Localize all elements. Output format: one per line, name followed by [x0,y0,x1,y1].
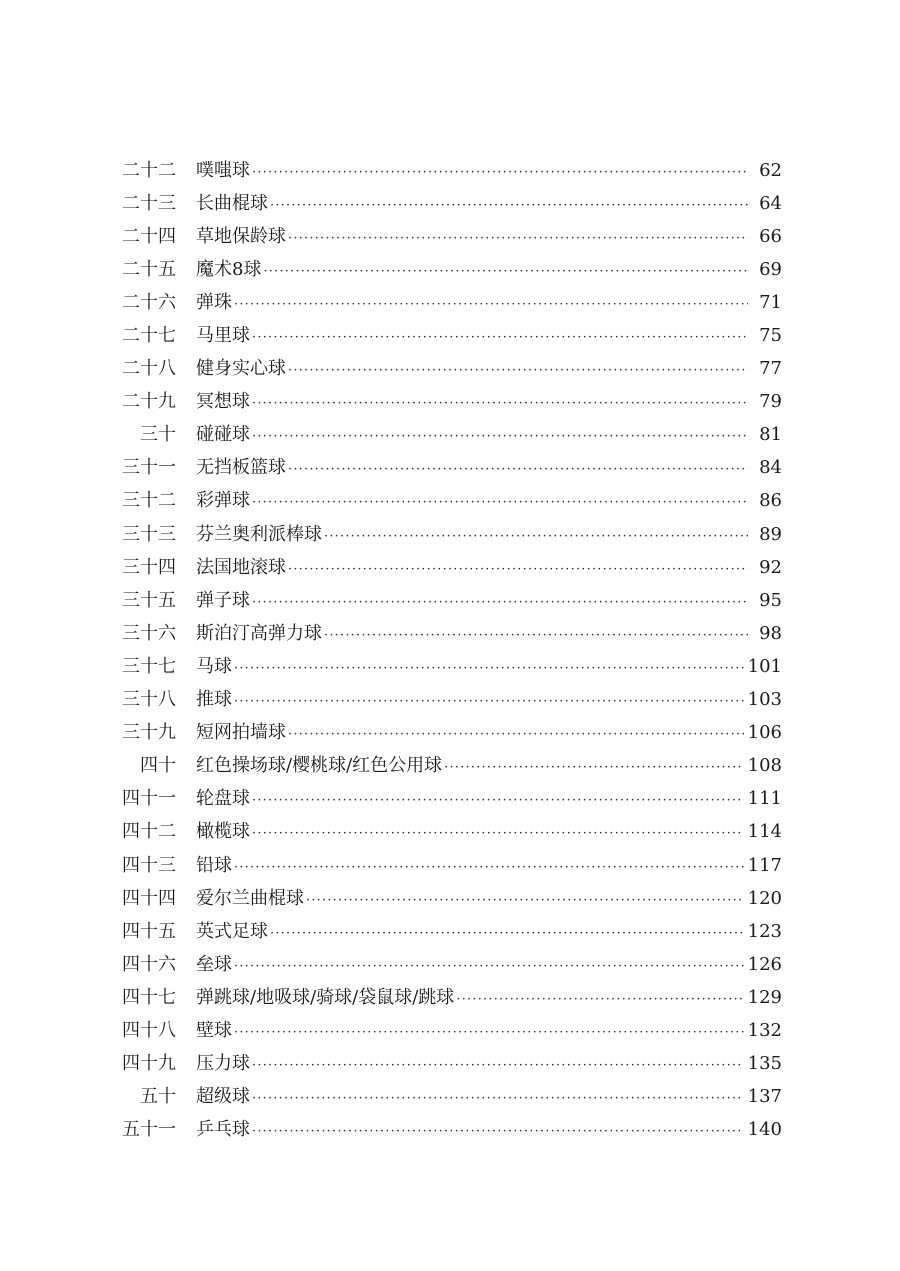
chapter-title: 红色操场球/樱桃球/红色公用球 [196,755,443,777]
chapter-title: 乒乓球 [196,1119,250,1141]
chapter-number: 二十二 [122,159,176,181]
dot-leader [252,595,748,610]
toc-entry[interactable] [0,946,900,979]
page-number: 84 [759,457,782,479]
chapter-title: 法国地滚球 [196,556,286,578]
page-number: 137 [747,1086,782,1108]
chapter-number: 三十四 [122,556,176,578]
chapter-title: 超级球 [196,1086,250,1108]
dot-leader [324,529,748,544]
toc-entry-body [196,156,782,182]
toc-entry[interactable] [0,682,900,715]
chapter-title: 马里球 [196,325,250,347]
chapter-title: 铅球 [196,854,232,876]
chapter-number: 四十三 [122,854,176,876]
chapter-title: 垒球 [196,953,232,975]
chapter-title: 碰碰球 [196,424,250,446]
page-number: 103 [747,689,782,711]
toc-entry-body [196,255,782,281]
page-number: 95 [759,589,782,611]
chapter-title: 无挡板篮球 [196,457,286,479]
toc-entry[interactable] [0,185,900,218]
dot-leader [270,926,744,941]
chapter-number: 三十八 [122,689,176,711]
page-number: 62 [759,159,782,181]
chapter-number: 二十九 [122,391,176,413]
page-number: 126 [747,953,782,975]
toc-entry[interactable] [0,251,900,284]
dot-leader [306,893,744,908]
chapter-title: 魔术8球 [196,258,262,280]
page-number: 98 [759,622,782,644]
toc-entry-body [196,718,782,744]
dot-leader [252,793,744,808]
chapter-title: 英式足球 [196,920,268,942]
toc-entry-body [196,387,782,413]
toc-entry-body [196,520,782,546]
chapter-number: 五十一 [122,1119,176,1141]
page-number: 89 [759,523,782,545]
dot-leader [252,495,748,510]
chapter-number: 三十一 [122,457,176,479]
chapter-number: 二十五 [122,258,176,280]
dot-leader [234,1025,744,1040]
toc-entry[interactable] [0,814,900,847]
toc-entry-body [196,784,782,810]
chapter-number: 三十五 [122,589,176,611]
toc-entry-body [196,652,782,678]
dot-leader [288,727,744,742]
toc-entry[interactable] [0,417,900,450]
dot-leader [252,429,748,444]
toc-entry-body [196,453,782,479]
toc-entry[interactable] [0,880,900,913]
toc-entry[interactable] [0,384,900,417]
chapter-number: 四十五 [122,920,176,942]
chapter-title: 彩弹球 [196,490,250,512]
chapter-number: 二十三 [122,192,176,214]
chapter-number: 三十六 [122,622,176,644]
chapter-number: 四十八 [122,1019,176,1041]
toc-entry-body [196,486,782,512]
dot-leader [444,760,744,775]
dot-leader [234,860,744,875]
toc-entry-body [196,851,782,877]
toc-entry[interactable] [0,351,900,384]
chapter-number: 四十一 [122,788,176,810]
chapter-title: 冥想球 [196,391,250,413]
dot-leader [270,198,748,213]
chapter-title: 爱尔兰曲棍球 [196,887,304,909]
toc-entry-body [196,950,782,976]
chapter-number: 四十七 [122,986,176,1008]
page-number: 101 [747,655,782,677]
toc-entry-body [196,1016,782,1042]
page-number: 92 [759,556,782,578]
dot-leader [288,363,748,378]
toc-entry-body [196,222,782,248]
dot-leader [324,628,748,643]
dot-leader [252,330,748,345]
toc-entry[interactable] [0,450,900,483]
dot-leader [263,264,748,279]
toc-entry-body [196,420,782,446]
page-number: 123 [747,920,782,942]
toc-entry[interactable] [0,781,900,814]
toc-entry-body [196,1049,782,1075]
chapter-number: 三十七 [122,655,176,677]
dot-leader [288,462,748,477]
chapter-title: 压力球 [196,1053,250,1075]
toc-entry-body [196,751,782,777]
chapter-number: 二十七 [122,325,176,347]
toc-entry[interactable] [0,284,900,317]
chapter-number: 三十九 [122,722,176,744]
page-number: 135 [747,1053,782,1075]
chapter-number: 四十二 [122,821,176,843]
chapter-title: 噗嗤球 [196,159,250,181]
chapter-number: 四十六 [122,953,176,975]
chapter-number: 三十二 [122,490,176,512]
toc-entry[interactable] [0,582,900,615]
toc-entry[interactable] [0,648,900,681]
page-number: 66 [759,225,782,247]
page-number: 140 [747,1119,782,1141]
toc-entry-body [196,884,782,910]
chapter-title: 橄榄球 [196,821,250,843]
chapter-title: 马球 [196,655,232,677]
dot-leader [252,1124,744,1139]
dot-leader [252,165,748,180]
dot-leader [234,959,744,974]
page-number: 111 [747,788,782,810]
chapter-title: 推球 [196,689,232,711]
toc-entry-body [196,321,782,347]
chapter-number: 四十 [140,755,176,777]
toc-entry-body [196,1115,782,1141]
dot-leader [252,1091,744,1106]
page-number: 132 [747,1019,782,1041]
toc-entry[interactable] [0,1112,900,1145]
page-number: 129 [747,986,782,1008]
toc-entry-body [196,586,782,612]
chapter-title: 芬兰奥利派棒球 [196,523,322,545]
dot-leader [288,231,748,246]
page-number: 69 [759,258,782,280]
toc-entry[interactable] [0,483,900,516]
toc-entry-body [196,817,782,843]
page-number: 64 [759,192,782,214]
page-number: 86 [759,490,782,512]
chapter-number: 二十六 [122,291,176,313]
chapter-number: 三十三 [122,523,176,545]
page-number: 81 [759,424,782,446]
toc-entry[interactable] [0,1046,900,1079]
page-number: 106 [747,722,782,744]
toc-entry-body [196,619,782,645]
table-of-contents [0,152,900,1145]
chapter-title: 长曲棍球 [196,192,268,214]
toc-entry[interactable] [0,152,900,185]
chapter-title: 轮盘球 [196,788,250,810]
dot-leader [252,1058,744,1073]
toc-entry[interactable] [0,615,900,648]
toc-entry-body [196,288,782,314]
page-number: 77 [759,358,782,380]
page-number: 117 [747,854,782,876]
chapter-number: 三十 [140,424,176,446]
toc-entry-body [196,983,782,1009]
toc-entry-body [196,354,782,380]
page-number: 114 [747,821,782,843]
toc-entry-body [196,553,782,579]
chapter-title: 短网拍墙球 [196,722,286,744]
toc-entry[interactable] [0,516,900,549]
chapter-number: 二十八 [122,358,176,380]
page-number: 79 [759,391,782,413]
toc-entry[interactable] [0,715,900,748]
dot-leader [288,562,748,577]
chapter-number: 四十四 [122,887,176,909]
dot-leader [234,661,744,676]
page-number: 108 [747,755,782,777]
dot-leader [234,694,744,709]
dot-leader [252,396,748,411]
chapter-title: 弹珠 [196,291,232,313]
chapter-number: 二十四 [122,225,176,247]
dot-leader [456,992,743,1007]
toc-entry[interactable] [0,317,900,350]
chapter-title: 健身实心球 [196,358,286,380]
toc-entry[interactable] [0,1012,900,1045]
dot-leader [252,826,744,841]
chapter-title: 弹子球 [196,589,250,611]
chapter-title: 斯泊汀高弹力球 [196,622,322,644]
dot-leader [234,297,748,312]
toc-entry-body [196,189,782,215]
page-number: 71 [759,291,782,313]
toc-entry[interactable] [0,1079,900,1112]
toc-entry[interactable] [0,913,900,946]
page-number: 75 [759,325,782,347]
toc-entry-body [196,685,782,711]
page-number: 120 [747,887,782,909]
chapter-number: 五十 [140,1086,176,1108]
toc-entry[interactable] [0,748,900,781]
chapter-title: 草地保龄球 [196,225,286,247]
chapter-title: 弹跳球/地吸球/骑球/袋鼠球/跳球 [196,986,455,1008]
chapter-number: 四十九 [122,1053,176,1075]
toc-entry-body [196,917,782,943]
toc-entry[interactable] [0,549,900,582]
chapter-title: 壁球 [196,1019,232,1041]
toc-entry[interactable] [0,979,900,1012]
toc-entry[interactable] [0,847,900,880]
toc-entry-body [196,1082,782,1108]
toc-entry[interactable] [0,218,900,251]
